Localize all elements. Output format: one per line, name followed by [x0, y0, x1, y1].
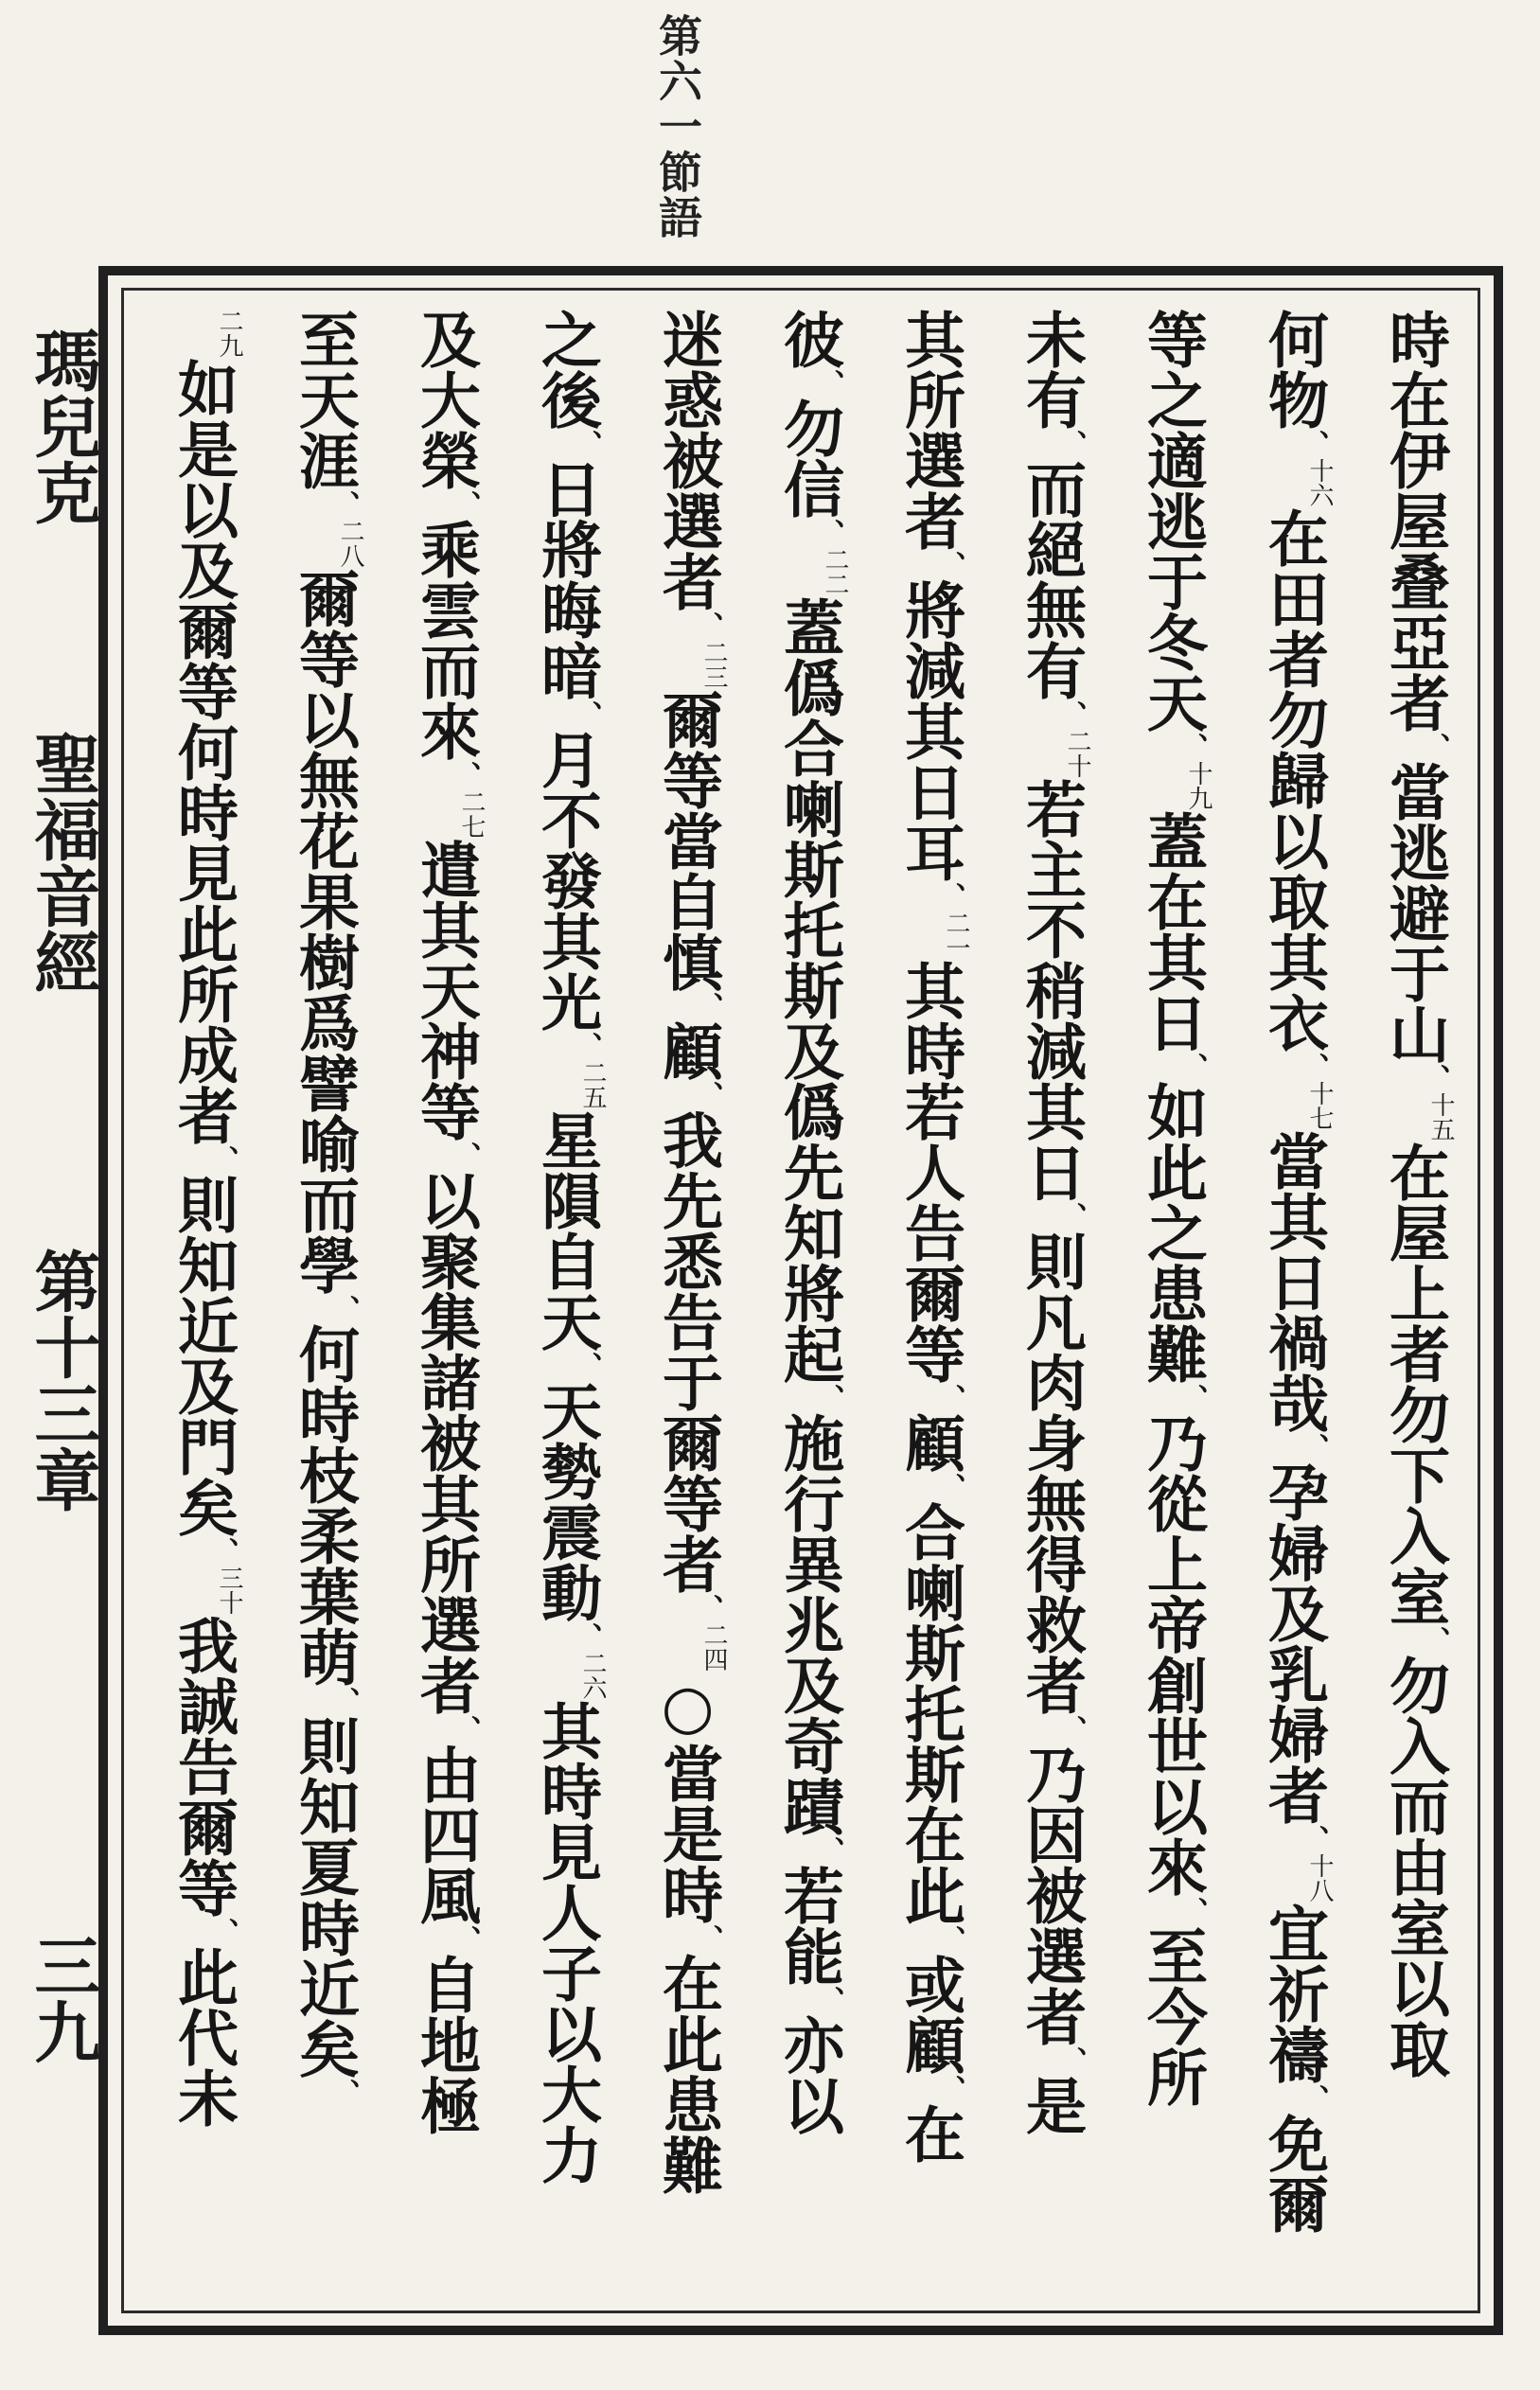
punctuation-mark: 、 — [1175, 1053, 1208, 1081]
verse-number: 二十 — [1063, 729, 1091, 778]
punctuation-mark: 、 — [1053, 2046, 1087, 2075]
punctuation-mark: 、 — [811, 519, 844, 547]
verse-text: 至今所 — [1137, 1925, 1208, 2107]
margin-book-name: 瑪兒克 — [24, 327, 102, 525]
punctuation-mark: 、 — [932, 551, 965, 579]
punctuation-mark: 、 — [1296, 1825, 1329, 1853]
punctuation-mark: 、 — [1417, 1626, 1450, 1655]
verse-text: 施行異兆及奇蹟 — [773, 1412, 844, 1836]
verse-text: 其時見人子以大力 — [531, 1700, 602, 2185]
verse-number: 十九 — [1184, 761, 1213, 810]
verse-text: 等之適逃于冬天 — [1137, 309, 1208, 733]
text-column — [748, 309, 869, 2296]
verse-text: 宜祈禱 — [1258, 1903, 1329, 2084]
punctuation-mark: 、 — [205, 1537, 239, 1566]
punctuation-mark: 、 — [690, 1924, 723, 1953]
punctuation-mark: 、 — [1053, 1715, 1087, 1744]
verse-number: 二五 — [578, 1060, 607, 1109]
punctuation-mark: 、 — [1417, 733, 1450, 761]
margin-chapter: 第十三章 — [24, 1248, 102, 1513]
punctuation-mark: 、 — [932, 1384, 965, 1412]
text-column — [627, 309, 748, 2296]
verse-text: 則凡肉身無得救者 — [1016, 1230, 1087, 1715]
punctuation-mark: 、 — [1296, 430, 1329, 458]
punctuation-mark: 、 — [1053, 700, 1087, 729]
punctuation-mark: 、 — [690, 1081, 723, 1109]
punctuation-mark: 、 — [327, 490, 360, 519]
verse-text: 在 — [894, 2103, 965, 2164]
verse-text: 何時枝柔葉萌 — [289, 1323, 360, 1687]
margin-book-title: 聖福音經 — [24, 730, 102, 995]
verse-text: 之後 — [531, 309, 602, 430]
punctuation-mark: 、 — [811, 369, 844, 398]
verse-text: 星隕自天 — [531, 1109, 602, 1352]
verse-number: 十八 — [1305, 1853, 1334, 1903]
text-column — [505, 309, 627, 2296]
text-column — [142, 309, 263, 2296]
verse-text: 亦以 — [773, 2014, 844, 2135]
verse-text: 乃因被選者 — [1016, 1744, 1087, 2046]
verse-text: 則知近及門矣 — [168, 1174, 239, 1537]
section-header: 第六一節語 — [652, 13, 703, 240]
punctuation-mark: 、 — [205, 1145, 239, 1174]
punctuation-mark: 、 — [569, 1352, 602, 1380]
punctuation-mark: 、 — [1175, 1897, 1208, 1925]
text-column — [384, 309, 505, 2296]
verse-text: 天勢震動 — [531, 1380, 602, 1622]
verse-text: 在田者勿歸以取其衣 — [1258, 507, 1329, 1053]
verse-number: 十七 — [1305, 1081, 1334, 1130]
punctuation-mark: 、 — [932, 882, 965, 911]
verse-text: 若能 — [773, 1865, 844, 1986]
punctuation-mark: 、 — [569, 1032, 602, 1060]
verse-text: 勿信 — [773, 398, 844, 519]
verse-number: 三十 — [215, 1566, 243, 1615]
verse-text: 由四風 — [410, 1744, 481, 1925]
punctuation-mark: 、 — [205, 1918, 239, 1946]
verse-text: 遣其天神等 — [410, 839, 481, 1142]
verse-text: 免爾 — [1258, 2113, 1329, 2234]
verse-text: 顧 — [894, 1412, 965, 1473]
verse-text: 彼 — [773, 309, 844, 369]
text-column — [1354, 309, 1475, 2296]
punctuation-mark: 、 — [690, 611, 723, 640]
punctuation-mark: 、 — [1296, 1433, 1329, 1461]
text-column — [263, 309, 384, 2296]
punctuation-mark: 、 — [811, 1836, 844, 1865]
verse-number: 二一 — [942, 911, 970, 960]
verse-text: 當逃避于山 — [1379, 761, 1450, 1064]
punctuation-mark: 、 — [1053, 430, 1087, 458]
punctuation-mark: 、 — [1053, 1202, 1087, 1230]
verse-text: 及大榮 — [410, 309, 481, 490]
verse-text: 時在伊屋叠亞者 — [1379, 309, 1450, 733]
text-column — [990, 309, 1111, 2296]
punctuation-mark: 、 — [811, 1986, 844, 2014]
punctuation-mark: 、 — [932, 1925, 965, 1954]
verse-text: 蓋在其日 — [1137, 810, 1208, 1053]
verse-text: 其所選者 — [894, 309, 965, 551]
verse-number: 二二 — [821, 547, 849, 596]
punctuation-mark: 、 — [569, 1622, 602, 1651]
verse-text: 迷惑被選者 — [652, 309, 723, 611]
verse-text: 如此之患難 — [1137, 1081, 1208, 1384]
punctuation-mark: 、 — [448, 761, 481, 789]
punctuation-mark: 、 — [448, 1142, 481, 1170]
text-column — [869, 309, 990, 2296]
punctuation-mark: 、 — [690, 1594, 723, 1622]
verse-number: 十五 — [1426, 1092, 1455, 1142]
verse-number: 二八 — [336, 519, 364, 568]
punctuation-mark: 、 — [811, 1384, 844, 1412]
punctuation-mark: 、 — [1417, 1064, 1450, 1092]
verse-text: 而絕無有 — [1016, 458, 1087, 700]
text-column — [1232, 309, 1354, 2296]
verse-text: 以聚集諸被其所選者 — [410, 1170, 481, 1715]
text-column — [1111, 309, 1232, 2296]
verse-text: 顧 — [652, 1020, 723, 1081]
verse-text: 我先悉告于爾等者 — [652, 1109, 723, 1594]
verse-number: 二九 — [215, 309, 243, 358]
verse-text: 在屋上者勿下入室 — [1379, 1142, 1450, 1626]
punctuation-mark: 、 — [932, 2075, 965, 2103]
punctuation-mark: 、 — [448, 1715, 481, 1744]
verse-text: 當其日禍哉 — [1258, 1130, 1329, 1433]
punctuation-mark: 、 — [690, 992, 723, 1020]
verse-number: 二六 — [578, 1651, 607, 1700]
verse-number: 二四 — [699, 1622, 728, 1672]
verse-text: 勿入而由室以取 — [1379, 1655, 1450, 2079]
verse-text: 若主不稍減其日 — [1016, 778, 1087, 1202]
punctuation-mark: 、 — [1175, 733, 1208, 761]
verse-text: 或顧 — [894, 1954, 965, 2075]
verse-text: 何物 — [1258, 309, 1329, 430]
verse-text: 未有 — [1016, 309, 1087, 430]
punctuation-mark: 、 — [1175, 1384, 1208, 1412]
main-text-block — [142, 309, 1475, 2296]
punctuation-mark: 、 — [569, 700, 602, 729]
punctuation-mark: 、 — [932, 1473, 965, 1501]
verse-text: 在此患難 — [652, 1953, 723, 2195]
punctuation-mark: 、 — [448, 1925, 481, 1954]
punctuation-mark: 、 — [327, 1687, 360, 1715]
verse-text: 爾等當自慎 — [652, 689, 723, 992]
punctuation-mark: 、 — [327, 2079, 360, 2107]
verse-number: 二三 — [699, 640, 728, 689]
verse-text: 我誠告爾等 — [168, 1615, 239, 1918]
verse-text: 月不發其光 — [531, 729, 602, 1032]
margin-page-number: 三九 — [24, 1932, 102, 2064]
verse-text: 此代未 — [168, 1946, 239, 2128]
verse-text: 是 — [1016, 2075, 1087, 2135]
verse-text: ○當是時 — [652, 1672, 723, 1924]
verse-text: 如是以及爾等何時見此所成者 — [168, 358, 239, 1145]
punctuation-mark: 、 — [327, 1295, 360, 1323]
verse-text: 自地極 — [410, 1954, 481, 2135]
verse-text: 孕婦及乳婦者 — [1258, 1461, 1329, 1825]
verse-text: 則知夏時近矣 — [289, 1715, 360, 2079]
verse-text: 將減其日耳 — [894, 579, 965, 882]
verse-text: 爾等以無花果樹爲譬喻而學 — [289, 568, 360, 1295]
verse-text: 乘雲而來 — [410, 519, 481, 761]
verse-number: 十六 — [1305, 458, 1334, 507]
verse-text: 乃從上帝創世以來 — [1137, 1412, 1208, 1897]
verse-text: 合喇斯托斯在此 — [894, 1501, 965, 1925]
verse-text: 其時若人告爾等 — [894, 960, 965, 1384]
punctuation-mark: 、 — [1296, 2084, 1329, 2113]
punctuation-mark: 、 — [569, 430, 602, 458]
punctuation-mark: 、 — [1296, 1053, 1329, 1081]
verse-number: 二七 — [457, 789, 486, 839]
verse-text: 蓋僞合喇斯托斯及僞先知將起 — [773, 596, 844, 1384]
verse-text: 日將晦暗 — [531, 458, 602, 700]
punctuation-mark: 、 — [448, 490, 481, 519]
verse-text: 至天涯 — [289, 309, 360, 490]
